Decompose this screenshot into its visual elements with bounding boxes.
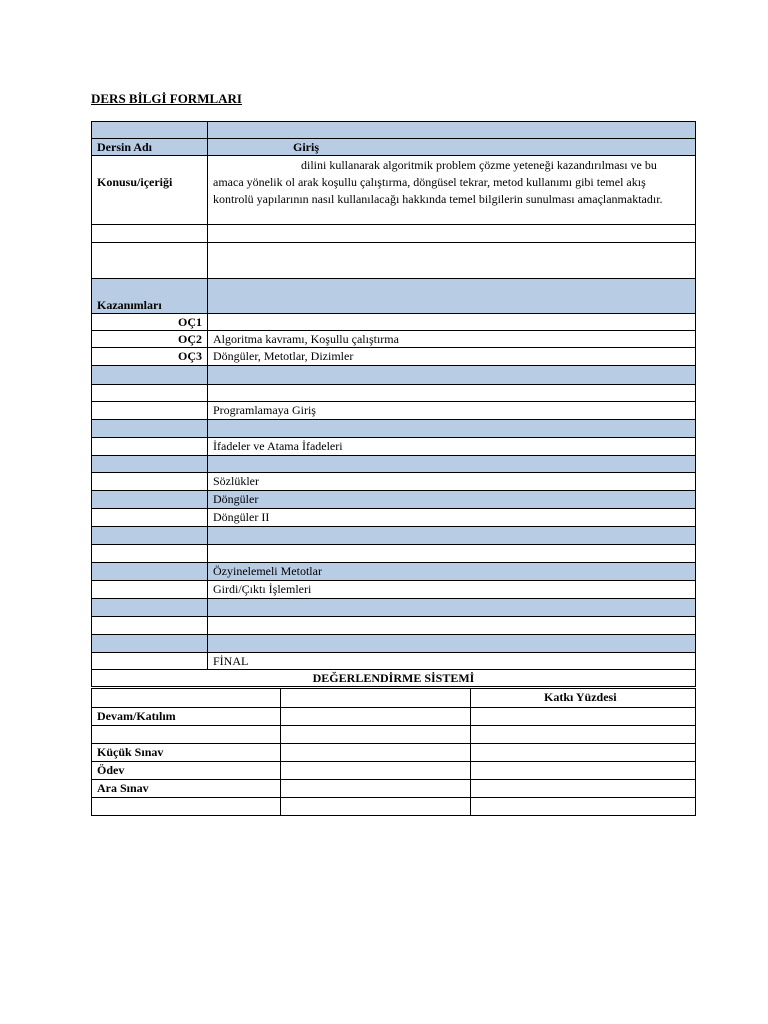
evaluation-row xyxy=(92,780,696,798)
evaluation-heading-row xyxy=(92,670,696,687)
evaluation-label xyxy=(92,689,281,708)
week-topic xyxy=(208,456,696,473)
course-name-label: Dersin Adı xyxy=(92,139,208,156)
week-topic: Döngüler xyxy=(208,491,696,509)
course-content-row xyxy=(92,156,696,225)
document-title: DERS BİLGİ FORMLARI xyxy=(91,91,242,106)
outcome-row xyxy=(92,314,696,331)
outcome-text xyxy=(208,314,696,331)
evaluation-label: Ödev xyxy=(92,762,281,780)
week-row xyxy=(92,491,696,509)
course-name-value: Giriş xyxy=(208,139,696,156)
week-topic xyxy=(208,385,696,402)
week-topic: FİNAL xyxy=(208,653,696,670)
week-row xyxy=(92,527,696,545)
week-topic: Girdi/Çıktı İşlemleri xyxy=(208,581,696,599)
course-name-row xyxy=(92,139,696,156)
week-row xyxy=(92,545,696,563)
week-row xyxy=(92,581,696,599)
evaluation-row xyxy=(92,798,696,816)
evaluation-label xyxy=(92,798,281,816)
outcomes-header-row xyxy=(92,279,696,314)
evaluation-label: Devam/Katılım xyxy=(92,708,281,726)
week-topic xyxy=(208,527,696,545)
week-row xyxy=(92,599,696,617)
evaluation-row xyxy=(92,689,696,708)
week-topic xyxy=(208,545,696,563)
week-topic: Sözlükler xyxy=(208,473,696,491)
outcomes-label: Kazanımları xyxy=(92,279,208,314)
contribution-header: Katkı Yüzdesi xyxy=(471,689,696,708)
content-line-3: kontrolü yapılarının nasıl kullanılacağı hakkında temel bilgilerin sunulması amaçlanmaktadır. xyxy=(213,192,663,206)
outcome-code: OÇ1 xyxy=(92,314,208,331)
course-content-value xyxy=(208,156,696,225)
week-row xyxy=(92,366,696,385)
week-row xyxy=(92,456,696,473)
header-spacer-row xyxy=(92,122,696,139)
outcome-row xyxy=(92,331,696,348)
week-row xyxy=(92,563,696,581)
content-line-1: dilini kullanarak algoritmik problem çözme yeteneği kazandırılması ve bu xyxy=(301,158,657,172)
week-topic: Programlamaya Giriş xyxy=(208,402,696,420)
course-info-table xyxy=(91,121,696,687)
evaluation-table xyxy=(91,688,696,816)
week-row xyxy=(92,635,696,653)
week-topic xyxy=(208,635,696,653)
week-topic: Döngüler II xyxy=(208,509,696,527)
outcome-code: OÇ3 xyxy=(92,348,208,366)
evaluation-row xyxy=(92,762,696,780)
week-row xyxy=(92,509,696,527)
evaluation-row xyxy=(92,744,696,762)
empty-row xyxy=(92,225,696,243)
evaluation-heading: DEĞERLENDİRME SİSTEMİ xyxy=(92,670,696,687)
course-content-label: Konusu/içeriği xyxy=(92,156,208,225)
outcome-text: Döngüler, Metotlar, Dizimler xyxy=(208,348,696,366)
outcome-code: OÇ2 xyxy=(92,331,208,348)
evaluation-label: Ara Sınav xyxy=(92,780,281,798)
outcome-text: Algoritma kavramı, Koşullu çalıştırma xyxy=(208,331,696,348)
week-topic xyxy=(208,599,696,617)
week-row xyxy=(92,653,696,670)
week-row xyxy=(92,473,696,491)
evaluation-label: Küçük Sınav xyxy=(92,744,281,762)
week-row xyxy=(92,402,696,420)
evaluation-label xyxy=(92,726,281,744)
content-line-2: amaca yönelik ol arak koşullu çalıştırma, döngüsel tekrar, metod kullanımı gibi temel akış xyxy=(213,175,646,189)
evaluation-row xyxy=(92,708,696,726)
week-row xyxy=(92,617,696,635)
week-row xyxy=(92,385,696,402)
week-topic xyxy=(208,420,696,438)
week-row xyxy=(92,420,696,438)
week-topic: Özyinelemeli Metotlar xyxy=(208,563,696,581)
week-topic xyxy=(208,617,696,635)
evaluation-row xyxy=(92,726,696,744)
week-topic: İfadeler ve Atama İfadeleri xyxy=(208,438,696,456)
week-topic xyxy=(208,366,696,385)
week-row xyxy=(92,438,696,456)
outcome-row xyxy=(92,348,696,366)
empty-row xyxy=(92,243,696,279)
